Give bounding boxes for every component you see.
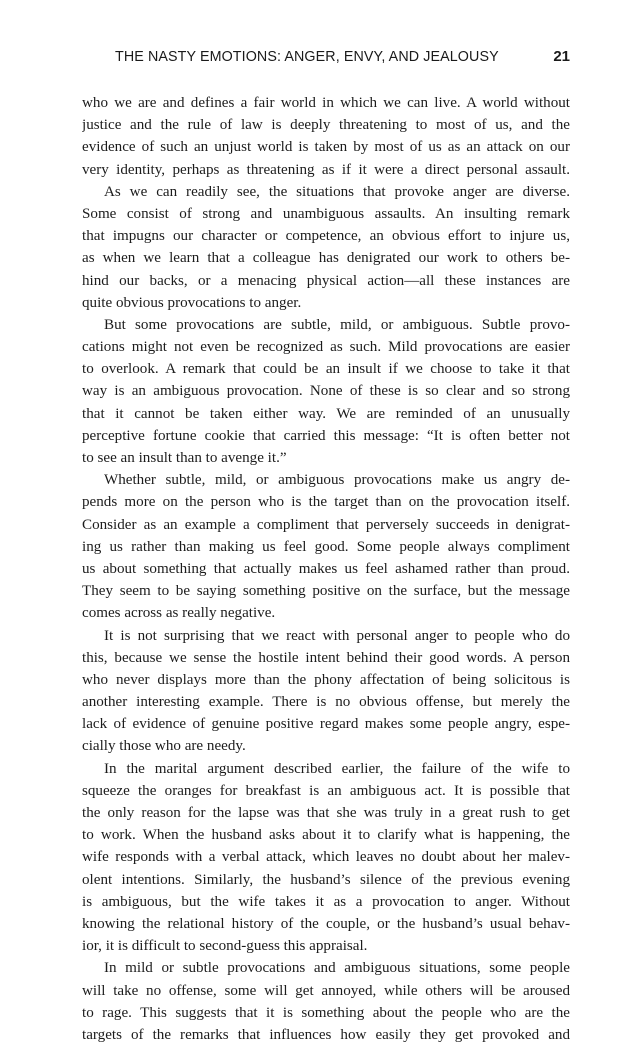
text-line: They seem to be saying something positive on the surface, but the message [82, 583, 570, 600]
text-line: It is not surprising that we react with personal anger to people who do [104, 627, 570, 644]
text-line: the only reason for the lapse was that she was truly in a great rush to get [82, 805, 570, 821]
text-line: But some provocations are subtle, mild, or ambiguous. Subtle provo- [104, 316, 570, 333]
running-title: THE NASTY EMOTIONS: ANGER, ENVY, AND JEALOUSY [115, 49, 499, 65]
text-line: knowing the relational history of the couple, or the husband’s usual behav- [82, 915, 570, 932]
text-line: lack of evidence of genuine positive regard makes some people angry, espe- [82, 716, 570, 733]
paragraph [82, 758, 570, 958]
text-line: As we can readily see, the situations that provoke anger are diverse. [104, 183, 570, 200]
text-line: to overlook. A remark that could be an insult if we choose to take it that [82, 361, 570, 378]
text-line: that it cannot be taken either way. We are reminded of an unusually [82, 405, 570, 422]
text-line: ing us rather than making us feel good. Some people always compliment [82, 538, 570, 555]
text-line: cations might not even be recognized as such. Mild provocations are easier [82, 339, 570, 356]
text-line: who never displays more than the phony affectation of being solicitous is [82, 671, 570, 688]
text-line: In mild or subtle provocations and ambiguous situations, some people [104, 960, 570, 977]
text-line: Some consist of strong and unambiguous assaults. An insulting remark [82, 205, 570, 222]
text-line: that impugns our character or competence, an obvious effort to injure us, [82, 228, 570, 245]
paragraph [82, 314, 570, 469]
page-number: 21 [553, 48, 570, 65]
text-line: comes across as really negative. [82, 605, 276, 622]
text-line: is ambiguous, but the wife takes it as a provocation to anger. Without [82, 893, 570, 910]
paragraph [82, 469, 570, 624]
text-line: hind our backs, or a menacing physical action—all these instances are [82, 272, 570, 289]
text-line: very identity, perhaps as threatening as if it were a direct personal assault. [82, 161, 570, 178]
text-line: squeeze the oranges for breakfast is an ambiguous act. It is possible that [82, 782, 570, 799]
paragraph [82, 957, 570, 1046]
text-line: olent intentions. Similarly, the husband’s silence of the previous evening [82, 871, 570, 888]
text-line: way is an ambiguous provocation. None of these is so clear and so strong [82, 383, 570, 400]
text-line: quite obvious provocations to anger. [82, 294, 302, 311]
text-line: us about something that actually makes us feel ashamed rather than proud. [82, 560, 570, 577]
text-line: pends more on the person who is the target than on the provocation itself. [82, 494, 570, 511]
text-line: cially those who are needy. [82, 738, 246, 755]
text-line: In the marital argument described earlier, the failure of the wife to [104, 760, 570, 777]
text-line: Whether subtle, mild, or ambiguous provocations make us angry de- [104, 472, 570, 489]
text-line: to rage. This suggests that it is something about the people who are the [82, 1004, 570, 1021]
text-line: to work. When the husband asks about it to clarify what is happening, the [82, 827, 570, 844]
body-text [82, 92, 570, 1046]
text-line: justice and the rule of law is deeply threatening to most of us, and the [82, 117, 570, 134]
text-line: ior, it is difficult to second-guess this appraisal. [82, 938, 368, 955]
text-line: who we are and defines a fair world in which we can live. A world without [82, 95, 570, 111]
paragraph [82, 181, 570, 314]
text-line: this, because we sense the hostile intent behind their good words. A person [82, 649, 570, 666]
paragraph [82, 625, 570, 758]
running-head [82, 49, 570, 73]
text-line: perceptive fortune cookie that carried this message: “It is often better not [82, 427, 570, 444]
paragraph [82, 92, 570, 181]
text-line: another interesting example. There is no obvious offense, but merely the [82, 694, 570, 711]
text-line: evidence of such an unjust world is taken by most of us as an attack on our [82, 139, 570, 156]
text-line: targets of the remarks that influences how easily they get provoked and [82, 1026, 570, 1043]
text-line: will take no offense, some will get annoyed, while others will be aroused [82, 982, 570, 999]
text-line: as when we learn that a colleague has denigrated our work to others be- [82, 250, 570, 267]
text-line: to see an insult than to avenge it.” [82, 450, 287, 466]
text-line: wife responds with a verbal attack, which leaves no doubt about her malev- [82, 849, 570, 866]
text-line: Consider as an example a compliment that perversely succeeds in denigrat- [82, 516, 570, 533]
